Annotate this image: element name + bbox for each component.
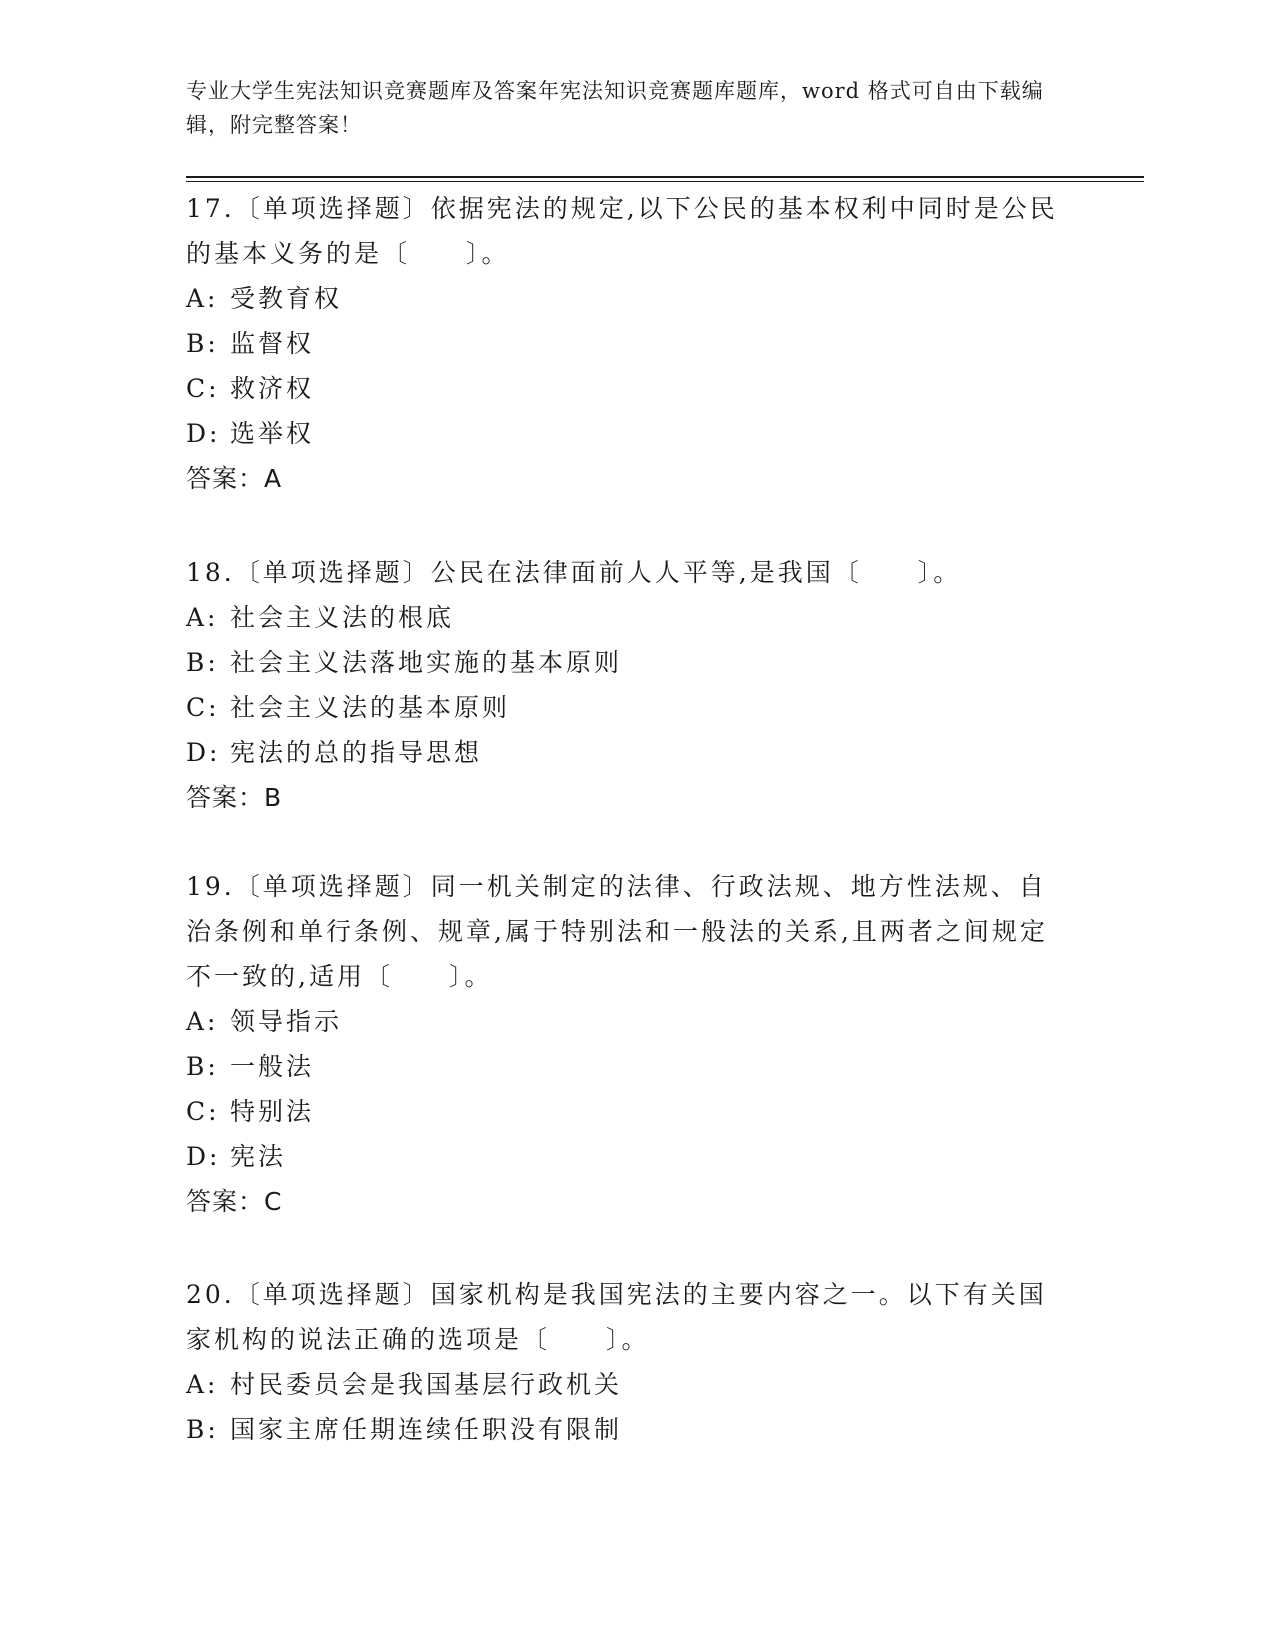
option-d — [186, 730, 1066, 775]
answer-line: 答案：A — [186, 464, 283, 493]
option-key: B: — [186, 1052, 219, 1081]
option-key: C: — [186, 1097, 220, 1126]
option-key: D: — [186, 1142, 221, 1171]
option-a — [186, 999, 1066, 1044]
option-key: D: — [186, 738, 221, 767]
option-text: 一般法 — [230, 1052, 315, 1081]
question-17 — [186, 186, 1066, 501]
option-key: A: — [186, 1007, 219, 1036]
answer-line: 答案：B — [186, 783, 283, 812]
header-divider-thin — [186, 181, 1144, 182]
option-key: A: — [186, 1370, 219, 1399]
option-text: 选举权 — [230, 419, 315, 448]
option-text: 国家主席任期连续任职没有限制 — [230, 1415, 623, 1444]
option-text: 宪法 — [230, 1142, 287, 1171]
question-stem: 20.〔单项选择题〕国家机构是我国宪法的主要内容之一。以下有关国家机构的说法正确的选项是〔 〕。 — [186, 1280, 1047, 1354]
question-18 — [186, 550, 1066, 820]
option-text: 救济权 — [230, 374, 315, 403]
option-c — [186, 366, 1066, 411]
option-c — [186, 1089, 1066, 1134]
option-text: 社会主义法落地实施的基本原则 — [230, 648, 623, 677]
option-key: B: — [186, 1415, 219, 1444]
option-a — [186, 1362, 1066, 1407]
option-key: D: — [186, 419, 221, 448]
option-d — [186, 411, 1066, 456]
option-b — [186, 640, 1066, 685]
option-text: 受教育权 — [230, 284, 343, 313]
document-header: 专业大学生宪法知识竞赛题库及答案年宪法知识竞赛题库题库，word 格式可自由下载编辑，附完整答案！ — [186, 79, 1044, 137]
option-b — [186, 1407, 1066, 1452]
option-key: A: — [186, 603, 219, 632]
option-text: 社会主义法的根底 — [230, 603, 455, 632]
option-key: C: — [186, 693, 220, 722]
question-stem: 18.〔单项选择题〕公民在法律面前人人平等,是我国〔 〕。 — [186, 558, 962, 587]
option-text: 宪法的总的指导思想 — [230, 738, 483, 767]
question-19 — [186, 864, 1066, 1224]
question-stem: 17.〔单项选择题〕依据宪法的规定,以下公民的基本权利中同时是公民的基本义务的是〔 〕。 — [186, 194, 1058, 268]
option-key: B: — [186, 329, 219, 358]
option-key: A: — [186, 284, 219, 313]
option-text: 监督权 — [230, 329, 315, 358]
option-text: 社会主义法的基本原则 — [230, 693, 511, 722]
option-b — [186, 1044, 1066, 1089]
option-a — [186, 276, 1066, 321]
header-divider-thick — [186, 176, 1144, 178]
option-text: 领导指示 — [230, 1007, 343, 1036]
option-c — [186, 685, 1066, 730]
option-d — [186, 1134, 1066, 1179]
question-stem: 19.〔单项选择题〕同一机关制定的法律、行政法规、地方性法规、自治条例和单行条例、规章,属于特别法和一般法的关系,且两者之间规定不一致的,适用〔 〕。 — [186, 872, 1048, 991]
option-text: 村民委员会是我国基层行政机关 — [230, 1370, 623, 1399]
question-20 — [186, 1272, 1066, 1452]
answer-line: 答案：C — [186, 1187, 283, 1216]
option-key: B: — [186, 648, 219, 677]
option-a — [186, 595, 1066, 640]
option-text: 特别法 — [230, 1097, 315, 1126]
option-b — [186, 321, 1066, 366]
option-key: C: — [186, 374, 220, 403]
